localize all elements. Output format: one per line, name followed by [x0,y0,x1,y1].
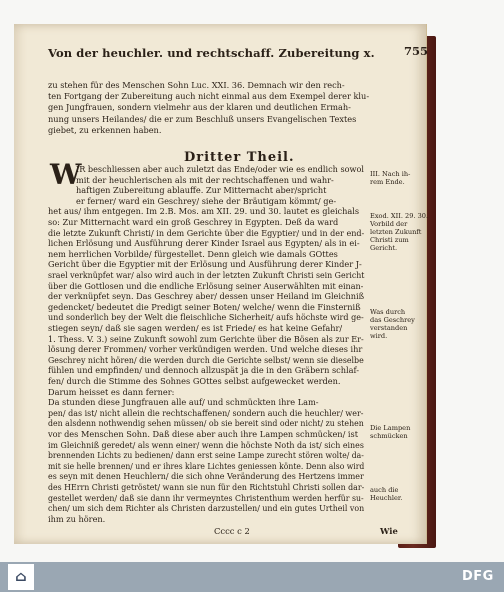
text-line: lichen Erlösung und Ausführung derer Kinder Israel aus Egypten/ als in ei- [48,238,360,249]
text-line: chen/ um sich dem Richter als Christen darzustellen/ und ein gutes Urtheil von [48,503,365,514]
text-line: so: Zur Mitternacht ward ein groß Geschrey in Egypten. Deß da ward [48,217,339,227]
text-line: ten Fortgang der Zubereitung auch nicht einmal aus dem Exempel derer klu- [48,91,370,102]
book-page [14,24,427,544]
marginal-note-line: rem Ende. [370,178,405,186]
text-line: fen/ durch die Stimme des Sohnes GOttes selbst aufgewecket werden. [48,376,341,386]
marginal-note-line: verstanden [370,324,408,332]
text-line: gen Jungfrauen, sondern vielmehr aus der klaren und deutlichen Ermah- [48,102,351,113]
text-line: 1. Thess. V. 3.) seine Zukunft sowohl zum Gerichte über die Bösen als zur Er- [48,333,364,344]
marginal-note-line: Was durch [370,308,406,316]
text-line: und sonderlich bey der Welt die fleischliche Sicherheit/ aufs höchste wird ge- [48,312,364,323]
text-line: der verknüpfet seyn. Das Geschrey aber/ dessen unser Heiland im Gleichniß [48,291,365,302]
text-line: pen/ das ist/ nicht allein die rechtschaffenen/ sondern auch die heuchler/ wer- [48,407,364,418]
text-line: ihm zu hören. [48,513,106,524]
marginal-note-line: letzten Zukunft [370,228,422,236]
marginal-note-line: Exod. XII. 29. 30. [370,212,429,220]
page-number: 755 [404,44,429,58]
text-line: fühlen und empfinden/ und dennoch allzuspät ja die in den Gräbern schlaf- [48,365,360,376]
dfg-logo[interactable]: DFG [462,569,494,584]
text-line: Geschrey nicht hören/ die werden durch die Gerichte selbst/ wenn sie dieselbe [48,354,364,365]
text-line: het aus/ ihm entgegen. Im 2.B. Mos. am XII. 29. und 30. lautet es gleichals [48,206,360,217]
text-line: über die Gottlosen und die endliche Erlösung seiner Auserwählten mit einan- [48,280,364,291]
text-line: die letzte Zukunft Christi/ in dem Gerichte über die Egyptier/ und in der end- [48,227,365,238]
text-line: gestellet werden/ daß sie dann ihr vermeyntes Christenthum werden herfür su- [48,492,364,503]
marginal-note-line: Christi zum [370,236,409,244]
marginal-note-line: wird. [370,332,388,340]
marginal-note-line: das Geschrey [370,316,415,324]
text-line: er ferner/ ward ein Geschrey/ siehe der Bräutigam kömmt/ ge- [76,195,337,206]
text-line: Gericht über die Egyptier mit der Erlösung und Ausführung derer Kinder J- [48,259,362,270]
text-line: gedencket/ bedeutet die Predigt seiner Boten/ welche/ wenn die Finsterniß [48,301,361,312]
text-line: Darum heisset es dann ferner: [48,386,175,397]
footer-bar [0,562,504,592]
marginal-note-line: auch die [370,486,399,494]
section-heading: Dritter Theil. [184,150,295,165]
marginal-note-line: schmücken [370,432,408,440]
text-line: des HErrn Christi getröstet/ wann sie nun für den Richtstuhl Christi sollen dar- [48,482,365,492]
text-line: den alsdenn nothwendig sehen müssen/ ob sie bereit sind oder nicht/ zu stehen [48,418,364,429]
text-line: im Gleichniß geredet/ als wenn einer/ wenn die höchste Noth da ist/ sich eines [48,439,364,450]
marginal-note-line: Heuchler. [370,494,403,502]
marginal-note-line: Vorbild der [370,220,408,228]
marginal-note-line: III. Nach ih- [370,170,411,178]
text-line: stiegen seyn/ daß sie sagen werden/ es ist Friede/ es hat keine Gefahr/ [48,323,343,333]
text-line: brennenden Lichts zu bedienen/ dann erst seine Lampe zurecht stören wolte/ da- [48,450,364,461]
text-line: zu stehen für des Menschen Sohn Luc. XXI. 36. Demnach wir den rech- [48,80,345,90]
marginal-note-line: Gericht. [370,244,398,252]
text-line: giebet, zu erkennen haben. [48,124,162,135]
running-head: Von der heuchler. und rechtschaff. Zubereitung x. [48,46,375,60]
text-line: nem herrlichen Vorbilde/ fürgestellet. Denn gleich wie damals GOttes [48,248,338,259]
text-line: mit sie helle brennen/ und er ihres klare Lichtes geniessen könte. Denn also wird [48,460,365,471]
text-line: nung unsers Heilandes/ die er zum Beschluß unsers Evangelischen Textes [48,113,357,124]
text-line: vor des Menschen Sohn. Daß diese aber auch ihre Lampen schmücken/ ist [48,429,359,439]
text-line: mit der heuchlerischen als mit der rechtschaffenen und wahr- [76,174,334,185]
text-line: lösung derer Frommen/ vorher verkündigen werden. Und welche dieses ihr [48,344,363,355]
marginal-note-line: Die Lampen [370,424,411,432]
text-line: srael verknüpfet war/ also wird auch in der letzten Zukunft Christi sein Gericht [48,270,365,280]
signature-mark: Cccc c 2 [214,526,250,536]
institution-logo-text: FRANCKESCHE STIFTUNGEN [7,583,35,591]
institution-logo[interactable]: ⌂ [8,564,34,590]
text-line: Da stunden diese Jungfrauen alle auf/ und schmückten ihre Lam- [48,397,319,408]
text-line: es seyn mit denen Heuchlern/ die sich ohne Veränderung des Hertzens immer [48,471,364,482]
text-line: haftigen Zubereitung ablauffe. Zur Mitternacht aber/spricht [76,185,327,196]
catchword: Wie [380,526,398,536]
drop-cap: W [50,158,82,191]
text-line: IR beschliessen aber auch zuletzt das Ende/oder wie es endlich sowol [76,164,365,174]
